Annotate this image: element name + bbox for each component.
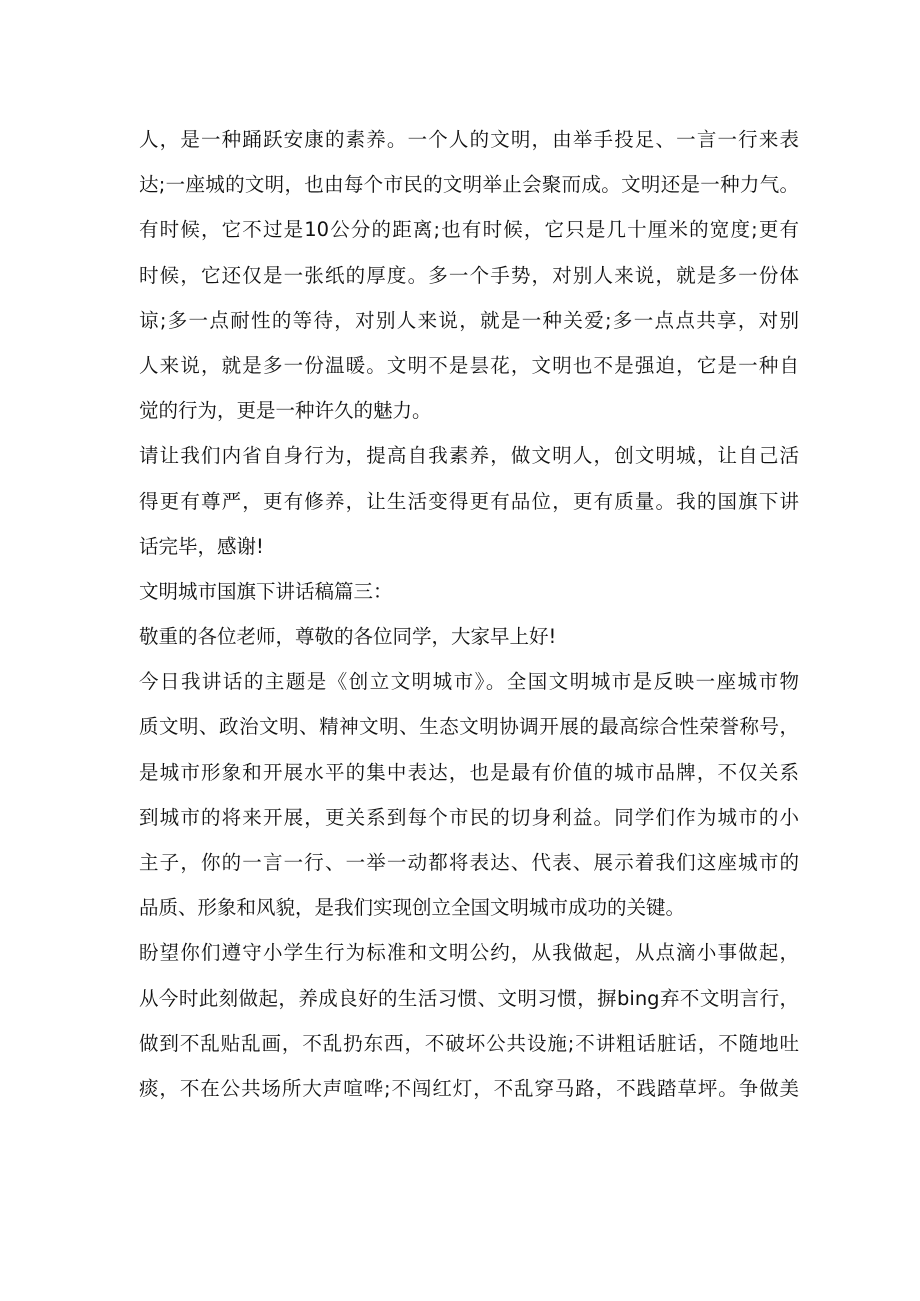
text-line: 到城市的将来开展，更关系到每个市民的切身利益。同学们作为城市的小 xyxy=(139,805,799,829)
text-line: 做到不乱贴乱画，不乱扔东西，不破坏公共设施;不讲粗话脏话，不随地吐 xyxy=(139,1031,799,1055)
text-line: 痰，不在公共场所大声喧哗;不闯红灯，不乱穿马路，不践踏草坪。争做美 xyxy=(139,1076,799,1100)
text-line: 有时候，它不过是10公分的距离;也有时候，它只是几十厘米的宽度;更有 xyxy=(139,218,799,242)
text-line: 谅;多一点耐性的等待，对别人来说，就是一种关爱;多一点点共享，对别 xyxy=(139,308,799,332)
text-line: 文明城市国旗下讲话稿篇三： xyxy=(139,579,393,603)
text-line: 请让我们内省自身行为，提高自我素养，做文明人，创文明城，让自己活 xyxy=(139,444,799,468)
paragraph xyxy=(139,117,799,433)
document-body xyxy=(139,117,799,1111)
text-line: 达;一座城的文明，也由每个市民的文明举止会聚而成。文明还是一种力气。 xyxy=(139,173,799,197)
salutation xyxy=(139,614,799,659)
paragraph xyxy=(139,433,799,569)
text-line: 从今时此刻做起，养成良好的生活习惯、文明习惯，摒bing弃不文明言行， xyxy=(139,986,799,1010)
text-line: 人，是一种踊跃安康的素养。一个人的文明，由举手投足、一言一行来表 xyxy=(139,128,799,151)
paragraph xyxy=(139,659,799,930)
text-line: 盼望你们遵守小学生行为标准和文明公约，从我做起，从点滴小事做起， xyxy=(139,941,799,965)
text-line: 时候，它还仅是一张纸的厚度。多一个手势，对别人来说，就是多一份体 xyxy=(139,263,799,287)
text-line: 话完毕，感谢! xyxy=(139,534,264,558)
text-line: 品质、形象和风貌，是我们实现创立全国文明城市成功的关键。 xyxy=(139,896,686,920)
text-line: 觉的行为，更是一种许久的魅力。 xyxy=(139,399,432,423)
text-line: 今日我讲话的主题是《创立文明城市》。全国文明城市是反映一座城市物 xyxy=(139,670,799,694)
text-line: 主子，你的一言一行、一举一动都将表达、代表、展示着我们这座城市的 xyxy=(139,851,799,874)
text-line: 是城市形象和开展水平的集中表达，也是最有价值的城市品牌，不仅关系 xyxy=(139,760,799,784)
section-heading xyxy=(139,569,799,614)
paragraph xyxy=(139,930,799,1111)
text-line: 得更有尊严，更有修养，让生活变得更有品位，更有质量。我的国旗下讲 xyxy=(139,489,799,513)
text-line: 人来说，就是多一份温暖。文明不是昙花，文明也不是强迫，它是一种自 xyxy=(139,353,799,377)
text-line: 质文明、政治文明、精神文明、生态文明协调开展的最高综合性荣誉称号， xyxy=(139,715,799,739)
text-line: 敬重的各位老师，尊敬的各位同学，大家早上好! xyxy=(139,625,557,649)
